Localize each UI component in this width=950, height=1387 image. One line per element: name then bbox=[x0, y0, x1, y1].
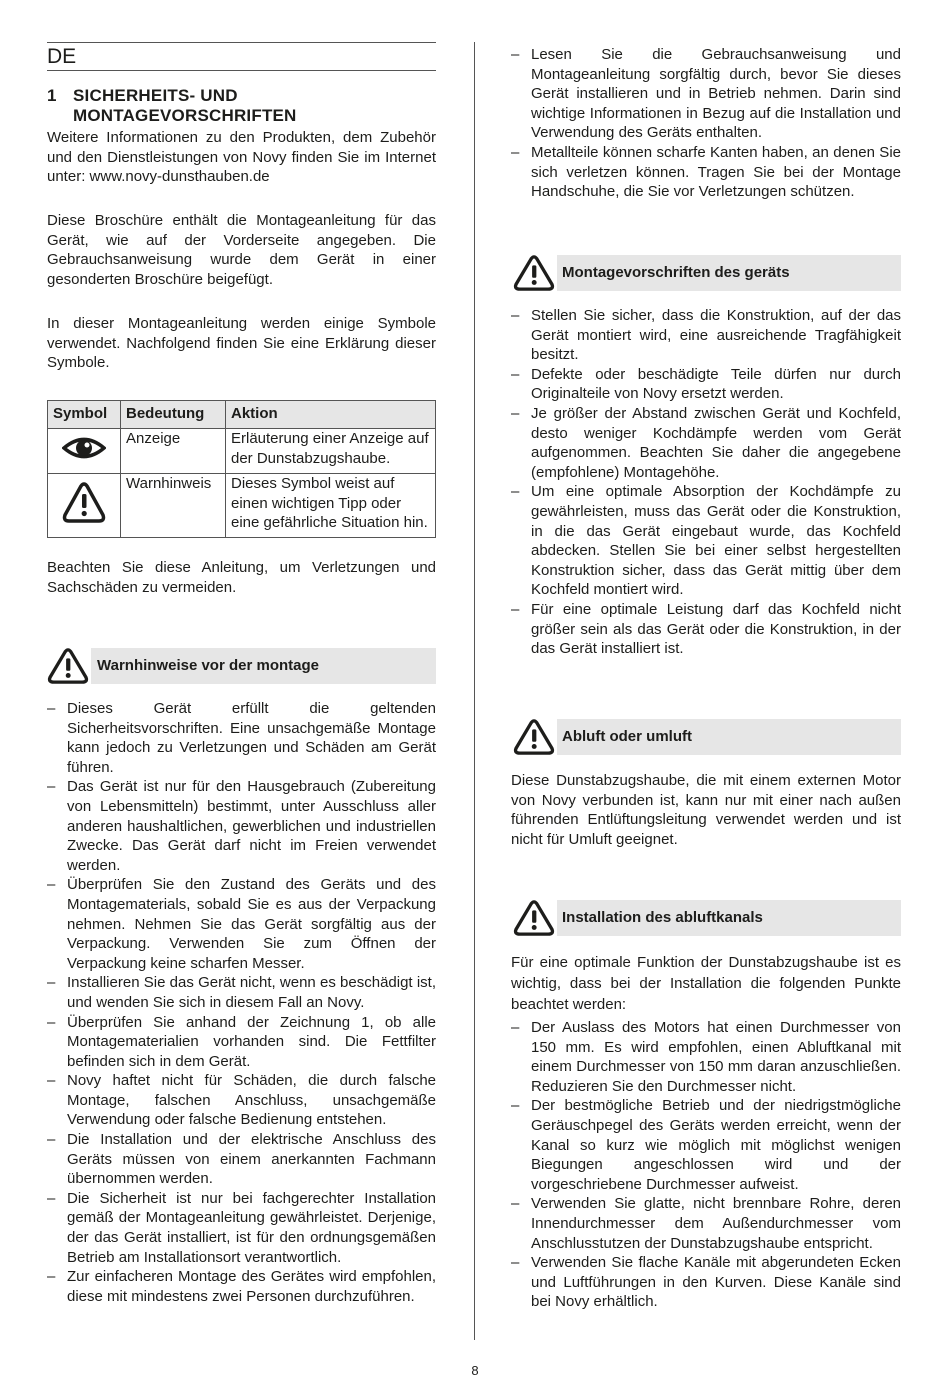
column-divider bbox=[474, 42, 475, 1340]
list-item: – Zur einfacheren Montage des Gerätes wird empfohlen, diese mit mindestens zwei Personen durchzuführen. bbox=[47, 1267, 436, 1306]
warnings-list bbox=[47, 699, 436, 1306]
list-item: – Für eine optimale Leistung darf das Kochfeld nicht größer sein als das Gerät oder die Konstruktion, in der das Gerät installiert ist. bbox=[511, 600, 901, 659]
list-item: – Um eine optimale Absorption der Kochdämpfe zu gewährleisten, muss das Gerät oder die Konstruktion, in die das Gerät eingebaut wurde, das Kochfeld abdecken. Stellen Sie bei einer selbst hergestellten Konstruktion sicher, dass das Gerät mittig über dem Kochfeld montiert wird. bbox=[511, 482, 901, 600]
list-item: – Metallteile können scharfe Kanten haben, an denen Sie sich verletzen können. Tragen Sie bei der Montage Handschuhe, die Sie vor Verletzungen schützen. bbox=[511, 143, 901, 202]
table-row bbox=[48, 429, 436, 474]
list-item: – Installieren Sie das Gerät nicht, wenn es beschädigt ist, und wenden Sie sich in diesem Fall an Novy. bbox=[47, 973, 436, 1012]
list-item: – Novy haftet nicht für Schäden, die durch falsche Montage, falschen Anschluss, unsachgemäße Verwendung oder falsche Bedienung entstehen. bbox=[47, 1071, 436, 1130]
intro-paragraph-2: Diese Broschüre enthält die Montageanleitung für das Gerät, wie auf der Vorderseite angegeben. Die Gebrauchsanweisung wurde dem Gerät in einer gesonderten Broschüre beigefügt. bbox=[47, 212, 436, 288]
section-title-line2: MONTAGEVORSCHRIFTEN bbox=[73, 106, 297, 125]
table-cell-action: Dieses Symbol weist auf einen wichtigen Tipp oder eine gefährliche Situation hin. bbox=[226, 474, 436, 538]
list-item: – Stellen Sie sicher, dass die Konstruktion, auf der das Gerät montiert wird, eine ausreichende Tragfähigkeit besitzt. bbox=[511, 306, 901, 365]
table-cell-symbol bbox=[48, 474, 121, 538]
list-item: – Defekte oder beschädigte Teile dürfen nur durch Originalteile von Novy ersetzt werden. bbox=[511, 365, 901, 404]
table-cell-meaning: Warnhinweis bbox=[121, 474, 226, 538]
list-item: – Lesen Sie die Gebrauchsanweisung und Montageanleitung sorgfältig durch, bevor Sie dieses Gerät installieren und in Betrieb nehmen. Darin sind wichtige Informationen in Bezug auf die Installation und Verwendung des Geräts enthalten. bbox=[511, 45, 901, 143]
intro-paragraph-1: Weitere Informationen zu den Produkten, dem Zubehör und den Dienstleistungen von Novy finden Sie im Internet unter: www.novy-dunsthauben.de bbox=[47, 129, 436, 186]
duct-intro-paragraph: Für eine optimale Funktion der Dunstabzugshaube ist es wichtig, dass bei der Installation die folgenden Punkte beachtet werden: bbox=[511, 954, 901, 1013]
table-cell-meaning: Anzeige bbox=[121, 429, 226, 474]
after-table-paragraph: Beachten Sie diese Anleitung, um Verletzungen und Sachschäden zu vermeiden. bbox=[47, 559, 436, 596]
intro-paragraph-3: In dieser Montageanleitung werden einige Symbole verwendet. Nachfolgend finden Sie eine Erklärung dieser Symbole. bbox=[47, 315, 436, 372]
table-row bbox=[48, 474, 436, 538]
exhaust-paragraph: Diese Dunstabzugshaube, die mit einem externen Motor von Novy verbunden ist, kann nur mit einer nach außen führenden Entlüftungsleitung verwendet werden und ist nicht für Umluft geeignet. bbox=[511, 772, 901, 848]
language-rule bbox=[47, 70, 436, 71]
warning-triangle-icon bbox=[513, 900, 555, 936]
list-item: – Verwenden Sie glatte, nicht brennbare Rohre, deren Innendurchmesser dem Außendurchmesser vom Anschlusstutzen der Dunstabzugshaube entspricht. bbox=[511, 1194, 901, 1253]
section-number: 1 bbox=[47, 86, 57, 105]
right-top-list bbox=[511, 45, 901, 202]
list-item: – Dieses Gerät erfüllt die geltenden Sicherheitsvorschriften. Eine unsachgemäße Montage kann jedoch zu Verletzungen und Schäden am Gerät führen. bbox=[47, 699, 436, 777]
mounting-rules-heading bbox=[513, 255, 901, 291]
eye-icon bbox=[62, 433, 106, 463]
exhaust-heading bbox=[513, 719, 901, 755]
list-item: – Verwenden Sie flache Kanäle mit abgerundeten Ecken und Luftführungen in den Kurven. Diese Kanäle sind bei Novy erhältlich. bbox=[511, 1253, 901, 1312]
page-number: 8 bbox=[471, 1363, 479, 1378]
duct-heading bbox=[513, 900, 901, 936]
section-heading bbox=[47, 86, 297, 126]
section-title-line1: SICHERHEITS- UND bbox=[73, 86, 238, 105]
list-item: – Überprüfen Sie anhand der Zeichnung 1, ob alle Montagematerialien vorhanden sind. Die Fettfilter befinden sich in dem Gerät. bbox=[47, 1013, 436, 1072]
mounting-rules-heading-label: Montagevorschriften des geräts bbox=[562, 264, 790, 281]
table-cell-action: Erläuterung einer Anzeige auf der Dunstabzugshaube. bbox=[226, 429, 436, 474]
mounting-rules-list bbox=[511, 306, 901, 659]
table-header-meaning: Bedeutung bbox=[121, 401, 226, 429]
list-item: – Überprüfen Sie den Zustand des Geräts und des Montagematerials, sobald Sie es aus der Verpackung nehmen. Nehmen Sie das Gerät sorgfältig aus der Verpackung. Verwenden Sie zum Öffnen der Verpackung keine scharfen Messer. bbox=[47, 875, 436, 973]
table-header-action: Aktion bbox=[226, 401, 436, 429]
table-header-symbol: Symbol bbox=[48, 401, 121, 429]
exhaust-heading-label: Abluft oder umluft bbox=[562, 728, 692, 745]
duct-heading-label: Installation des abluftkanals bbox=[562, 909, 763, 926]
list-item: – Das Gerät ist nur für den Hausgebrauch (Zubereitung von Lebensmitteln) bestimmt, unter Ausschluss aller anderen haushaltlichen, gewerblichen und industriellen Zwecke. Das Gerät darf nicht im Freien verwendet werden. bbox=[47, 777, 436, 875]
warning-triangle-icon bbox=[47, 648, 89, 684]
language-code: DE bbox=[47, 45, 77, 68]
list-item: – Je größer der Abstand zwischen Gerät und Kochfeld, desto weniger Kochdämpfe werden vom Gerät aufgenommen. Beachten Sie daher die angegebene (empfohlene) Montagehöhe. bbox=[511, 404, 901, 482]
symbol-table bbox=[47, 400, 436, 538]
duct-list bbox=[511, 1018, 901, 1312]
list-item: – Die Sicherheit ist nur bei fachgerechter Installation gemäß der Montageanleitung gewährleistet. Derjenige, der das Gerät installiert, ist für den ordnungsgemäßen Betrieb am Installationsort verantwortlich. bbox=[47, 1189, 436, 1267]
top-rule bbox=[47, 42, 436, 43]
warning-triangle-icon bbox=[513, 719, 555, 755]
list-item: – Der Auslass des Motors hat einen Durchmesser von 150 mm. Es wird empfohlen, einen Abluftkanal mit einem Durchmesser von 150 mm daran anzuschließen. Reduzieren Sie den Durchmesser nicht. bbox=[511, 1018, 901, 1096]
warnings-heading-label: Warnhinweise vor der montage bbox=[97, 657, 319, 674]
list-item: – Der bestmögliche Betrieb und der niedrigstmögliche Geräuschpegel des Geräts werden erreicht, wenn der Kanal so kurz wie möglich mit möglichst wenigen Biegungen angeschlossen wird und der vorgeschriebene Durchmesser aufweist. bbox=[511, 1096, 901, 1194]
list-item: – Die Installation und der elektrische Anschluss des Geräts müssen von einem anerkannten Fachmann übernommen werden. bbox=[47, 1130, 436, 1189]
warning-triangle-icon bbox=[62, 482, 106, 524]
warning-triangle-icon bbox=[513, 255, 555, 291]
warnings-heading bbox=[47, 648, 436, 684]
table-cell-symbol bbox=[48, 429, 121, 474]
